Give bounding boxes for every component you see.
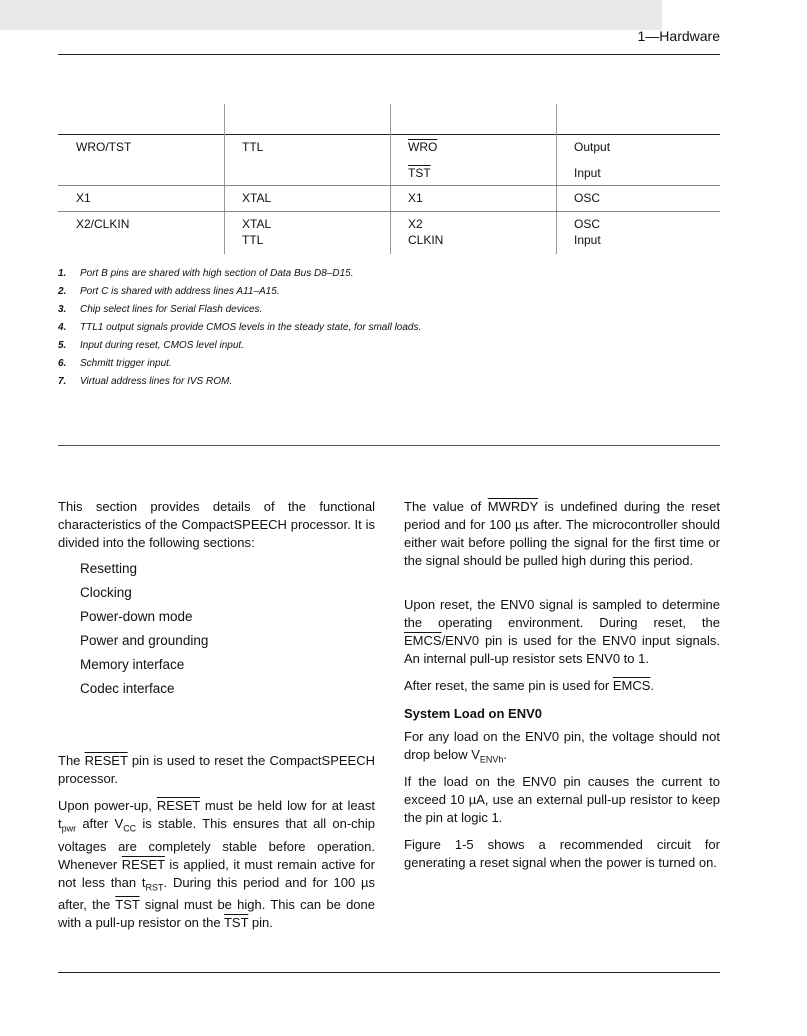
text-run: Upon reset, the ENV0 signal is sampled to determine the operating environment. During reset, the [404,597,720,630]
signal-name: $\overline{TST}$ [223,915,249,931]
footnote-text: Port C is shared with address lines A11–A15. [80,286,280,297]
footnote-number: 3. [58,304,67,315]
section-list-item: Codec interface [80,681,175,696]
footnote-text: Input during reset, CMOS level input. [80,340,244,351]
text-run: . [503,747,508,762]
text-run: After reset, the same pin is used for [404,678,613,693]
row-divider [58,185,720,186]
cell-direction: OSC [574,191,601,205]
text-run: The [58,753,85,768]
figure-reference-paragraph: Figure 1-5 shows a recommended circuit for generating a reset signal when the power is turned on. [404,837,720,870]
subscript: RST [145,882,164,893]
cell-signal: $\overline{WRO}$ [408,140,438,154]
cell-signal: CLKIN [408,233,444,247]
footnote [58,322,421,333]
footnote-text: Schmitt trigger input. [80,358,172,369]
footnote [58,376,232,387]
subscript: pwr [61,823,77,834]
section-list-item: Power-down mode [80,609,193,624]
table-header-rule [58,134,720,135]
footnote [58,268,353,279]
text-run: The value of [404,499,488,514]
text-run: . During this period and for 100 µs after, the [58,874,375,913]
reset-timing-paragraph [58,797,375,932]
footnote-number: 5. [58,340,67,351]
footer-rule [58,972,720,973]
cell-direction: Input [574,233,601,247]
text-run: . [650,678,655,693]
text-run: signal must be high. This can be done with a pull-up resistor on the [58,897,375,931]
footnote-text: TTL1 output signals provide CMOS levels in the steady state, for small loads. [80,322,422,333]
footnote-text: Port B pins are shared with high section of Data Bus D8–D15. [80,268,354,279]
current-paragraph: If the load on the ENV0 pin causes the current to exceed 10 µA, use an external pull-up resistor to keep the pin at logic 1. [404,774,720,825]
footnote-number: 2. [58,286,67,297]
text-run: /ENV0 pin is used for the ENV0 input signals. An internal pull-up resistor sets ENV0 to 1. [404,633,720,666]
footnote-text: Chip select lines for Serial Flash devices. [80,304,263,315]
cell-type: TTL [242,140,264,154]
text-run: is undefined during the reset period and for 100 µs after. The microcontroller should either wait before polling the signal for the first time or the signal should be pulled high during this period. [404,499,721,568]
footnote [58,340,244,351]
signal-name: MWRDY [487,499,539,514]
section-list-item: Memory interface [80,657,185,672]
cell-pin: WRO/TST [76,140,132,154]
footnote [58,358,172,369]
cell-signal: X1 [408,191,423,205]
table-col-divider [390,104,391,254]
header-rule [58,54,720,55]
cell-type: TTL [242,233,264,247]
footnote-number: 7. [58,376,67,387]
cell-signal: $\overline{TST}$ [408,166,431,180]
row-divider [58,211,720,212]
table-header-band [0,0,662,30]
reset-paragraph [58,752,375,788]
footnote [58,286,280,297]
signal-name: $\overline{TST}$ [115,897,140,913]
cell-direction: Input [574,166,601,180]
text-run: pin. [248,915,273,931]
signal-name: EMCS [612,678,651,693]
section-list-item: Resetting [80,561,138,576]
cell-direction: OSC [574,217,601,231]
text-run: For any load on the ENV0 pin, the voltage should not drop below V [404,729,720,762]
text-run: after V [76,816,124,831]
section-rule [58,445,720,446]
signal-name: RESET [156,798,200,813]
intro-paragraph: This section provides details of the functional characteristics of the CompactSPEECH processor. It is divided into the following sections: [58,499,375,550]
running-head: 1—Hardware [637,28,720,44]
cell-type: XTAL [242,217,272,231]
cell-pin: X2/CLKIN [76,217,130,231]
table-col-divider [556,104,557,254]
text-run: is stable. This ensures that all on-chip voltages are completely stable before operation. Whenever [58,816,375,872]
table-col-divider [224,104,225,254]
env0-paragraph [404,596,720,668]
footnote [58,304,262,315]
footnote-number: 4. [58,322,67,333]
signal-name: RESET [121,856,165,872]
subscript: ENVh [479,754,504,765]
signal-name: EMCS [404,633,442,648]
cell-direction: Output [574,140,611,154]
emcs-paragraph [404,677,720,695]
footnote-number: 1. [58,268,67,279]
subscript: CC [123,823,137,834]
text-run: pin is used to reset the CompactSPEECH processor. [58,753,375,786]
section-list-item: Power and grounding [80,633,209,648]
signal-name: RESET [84,753,128,768]
cell-signal: X2 [408,217,423,231]
text-run: Upon power-up, [58,798,157,813]
footnote-number: 6. [58,358,67,369]
mwrdy-paragraph [404,498,720,570]
voltage-paragraph [404,728,720,769]
cell-type: XTAL [242,191,272,205]
section-list-item: Clocking [80,585,132,600]
cell-pin: X1 [76,191,91,205]
footnote-text: Virtual address lines for IVS ROM. [80,376,233,387]
text-run: is applied, it must remain active for not less than t [58,856,375,890]
text-run: must be held low for at least t [58,798,375,831]
subsection-heading: System Load on ENV0 [404,706,542,721]
